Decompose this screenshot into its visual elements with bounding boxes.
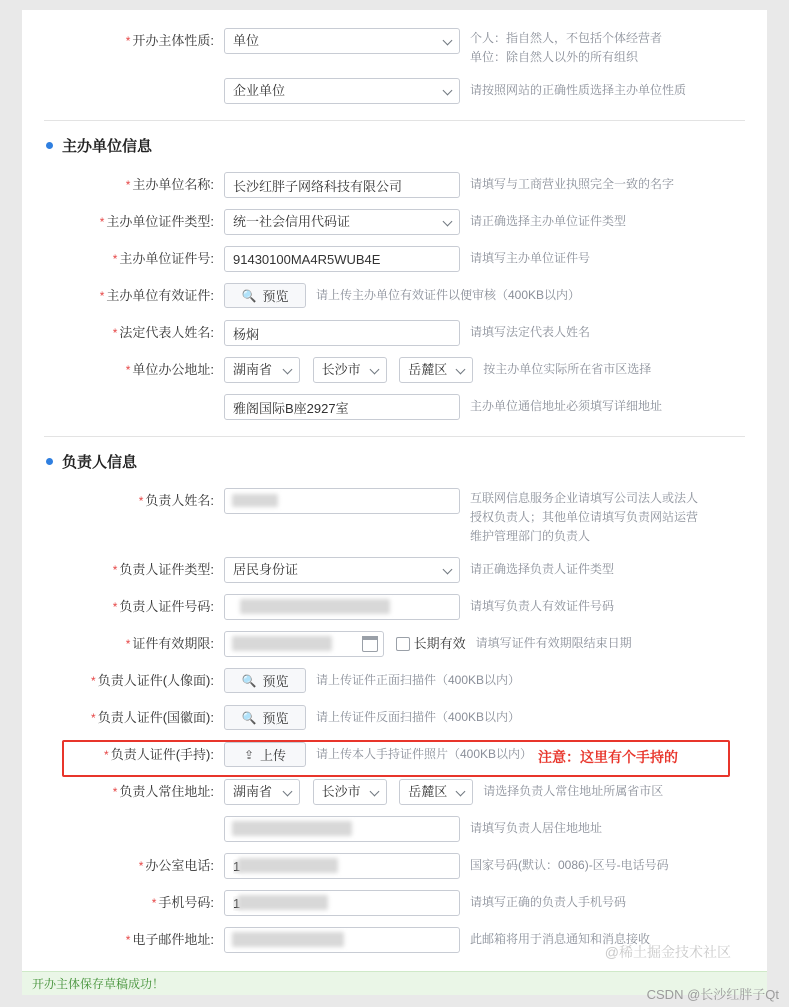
section-title-sponsor: [46, 135, 745, 156]
hint-sponsor-id-type: 请正确选择主办单位证件类型: [470, 214, 627, 228]
select-owner-province-value: 湖南省: [233, 784, 273, 799]
required-marker: *: [138, 859, 144, 873]
field-unit-type: [224, 78, 460, 104]
redaction-overlay: [232, 494, 278, 507]
required-marker: *: [125, 178, 131, 192]
preview-owner-id-back-button[interactable]: [224, 705, 306, 730]
row-subject-nature: [44, 28, 745, 67]
row-owner-residence-address: [44, 779, 745, 805]
label-text: 负责人证件(人像面):: [97, 673, 214, 688]
field-owner-name: [224, 488, 460, 514]
row-sponsor-id-no: [44, 246, 745, 272]
required-marker: *: [112, 252, 118, 266]
field-unit-address-detail: [224, 394, 460, 420]
label-owner-id-no: [44, 594, 224, 620]
required-marker: *: [125, 933, 131, 947]
label-owner-address-detail: [44, 816, 224, 842]
select-owner-id-type-value: 居民身份证: [233, 562, 299, 577]
label-text: 单位办公地址:: [132, 362, 214, 377]
hint-unit-office-address: 按主办单位实际所在省市区选择: [483, 362, 652, 376]
hint-owner-id-type: 请正确选择负责人证件类型: [470, 562, 615, 576]
field-owner-id-no: [224, 594, 460, 620]
hint-owner-id-validity: 请填写证件有效期限结束日期: [475, 636, 632, 650]
field-owner-id-type: [224, 557, 460, 583]
required-marker: *: [99, 289, 105, 303]
divider-1: [44, 120, 745, 121]
required-marker: *: [125, 363, 131, 377]
field-owner-id-handheld: [224, 742, 306, 767]
select-owner-city-value: 长沙市: [321, 784, 361, 799]
label-text: 电子邮件地址:: [132, 932, 214, 947]
field-email-address: [224, 927, 460, 953]
label-sponsor-name: [44, 172, 224, 198]
form-content: [22, 10, 767, 953]
row-unit-address-detail: [44, 394, 745, 420]
field-owner-id-front: [224, 668, 306, 693]
field-sponsor-cert-file: [224, 283, 306, 308]
required-marker: *: [112, 600, 118, 614]
watermark-csdn: CSDN @长沙红胖子Qt: [646, 987, 779, 1002]
input-sponsor-name[interactable]: [224, 172, 460, 198]
preview-owner-id-back-label: 预览: [262, 711, 289, 726]
select-subject-nature[interactable]: [224, 28, 460, 54]
hint-unit-address-detail: 主办单位通信地址必须填写详细地址: [470, 399, 663, 413]
hint-line-2: 单位：除自然人以外的所有组织: [470, 50, 639, 64]
hint-owner-id-front: 请上传证件正面扫描件（400KB以内）: [316, 673, 521, 687]
select-subject-nature-value: 单位: [233, 33, 260, 48]
field-sponsor-id-no: [224, 246, 460, 272]
select-unit-type[interactable]: [224, 78, 460, 104]
label-email-address: [44, 927, 224, 953]
label-text: 法定代表人姓名:: [119, 325, 214, 340]
select-owner-city[interactable]: [313, 779, 387, 805]
label-text: 主办单位证件号:: [119, 251, 214, 266]
label-office-phone: [44, 853, 224, 879]
label-text: 主办单位名称:: [132, 177, 214, 192]
label-sponsor-cert-file: [44, 283, 224, 309]
field-owner-id-validity: [224, 631, 466, 657]
hint-owner-address-detail: 请填写负责人居住地地址: [470, 821, 603, 835]
row-mobile-number: [44, 890, 745, 916]
hint-owner-id-back: 请上传证件反面扫描件（400KB以内）: [316, 710, 521, 724]
upload-owner-id-handheld-label: 上传: [260, 748, 287, 763]
select-unit-city[interactable]: [313, 357, 387, 383]
input-unit-address-detail[interactable]: [224, 394, 460, 420]
redaction-overlay: [238, 858, 338, 873]
preview-owner-id-front-label: 预览: [262, 674, 289, 689]
row-office-phone: [44, 853, 745, 879]
annotation-note-text: 注意：这里有个手持的: [538, 749, 678, 765]
preview-sponsor-cert-button[interactable]: [224, 283, 306, 308]
hint-subject-nature: [460, 28, 745, 67]
section-title-owner: [46, 451, 745, 472]
row-owner-id-no: [44, 594, 745, 620]
select-owner-id-type[interactable]: [224, 557, 460, 583]
preview-owner-id-front-button[interactable]: [224, 668, 306, 693]
section-title-owner-text: 负责人信息: [62, 454, 138, 471]
label-subject-nature: [44, 28, 224, 54]
row-owner-id-type: [44, 557, 745, 583]
row-owner-name: [44, 488, 745, 546]
field-legal-person-name: [224, 320, 460, 346]
magnifier-icon: 🔍: [241, 288, 257, 303]
redaction-overlay: [238, 895, 328, 910]
label-owner-name: [44, 488, 224, 514]
hint-line-1: 互联网信息服务企业请填写公司法人或法人: [470, 491, 699, 505]
upload-icon: ⇪: [243, 747, 255, 762]
hint-office-phone: 国家号码(默认：0086)-区号-电话号码: [470, 858, 669, 872]
required-marker: *: [91, 674, 96, 688]
hint-sponsor-name: 请填写与工商营业执照完全一致的名字: [470, 177, 675, 191]
required-marker: *: [125, 34, 131, 48]
field-unit-office-address: [224, 357, 473, 383]
row-unit-type: [44, 78, 745, 104]
hint-owner-residence-address: 请选择负责人常住地址所属省市区: [483, 784, 664, 798]
hint-legal-person-name: 请填写法定代表人姓名: [470, 325, 591, 339]
date-field-wrapper: [224, 631, 384, 657]
label-text: 负责人证件(国徽面):: [97, 710, 214, 725]
row-sponsor-cert-file: [44, 283, 745, 309]
field-office-phone: [224, 853, 460, 879]
redaction-overlay: [232, 821, 352, 836]
divider-2: [44, 436, 745, 437]
hint-sponsor-id-no: 请填写主办单位证件号: [470, 251, 591, 265]
row-sponsor-name: [44, 172, 745, 198]
label-owner-id-handheld: [44, 742, 224, 768]
label-owner-residence-address: [44, 779, 224, 805]
field-sponsor-name: [224, 172, 460, 198]
field-owner-residence-address: [224, 779, 473, 805]
redaction-overlay: [232, 636, 332, 651]
label-owner-id-validity: [44, 631, 224, 657]
label-text: 负责人常住地址:: [119, 784, 214, 799]
label-owner-id-back: [44, 705, 224, 731]
select-owner-province[interactable]: [224, 779, 300, 805]
checkbox-box: [396, 637, 410, 651]
section-title-sponsor-text: 主办单位信息: [62, 138, 153, 155]
select-unit-district[interactable]: [399, 357, 473, 383]
select-unit-province[interactable]: [224, 357, 300, 383]
magnifier-icon: 🔍: [241, 673, 257, 688]
input-legal-person-name[interactable]: [224, 320, 460, 346]
bullet-icon: [46, 458, 53, 465]
hint-unit-type: 请按照网站的正确性质选择主办单位性质: [470, 83, 687, 97]
field-subject-nature: [224, 28, 460, 54]
row-owner-id-front: [44, 668, 745, 694]
bullet-icon: [46, 142, 53, 149]
label-sponsor-id-type: [44, 209, 224, 235]
required-marker: *: [112, 785, 118, 799]
select-sponsor-id-type-value: 统一社会信用代码证: [233, 214, 351, 229]
status-bar-success: 开办主体保存草稿成功！: [22, 971, 767, 995]
select-sponsor-id-type[interactable]: [224, 209, 460, 235]
upload-owner-id-handheld-button[interactable]: [224, 742, 306, 767]
label-owner-id-front: [44, 668, 224, 694]
label-text: 手机号码:: [158, 895, 214, 910]
checkbox-long-term-valid[interactable]: [396, 631, 466, 657]
hint-line-1: 个人：指自然人，不包括个体经营者: [470, 31, 663, 45]
select-unit-district-value: 岳麓区: [408, 362, 448, 377]
label-unit-type: [44, 78, 224, 104]
label-text: 证件有效期限:: [132, 636, 214, 651]
label-text: 负责人证件号码:: [119, 599, 214, 614]
preview-sponsor-cert-label: 预览: [262, 289, 289, 304]
required-marker: *: [104, 748, 109, 762]
hint-mobile-number: 请填写正确的负责人手机号码: [470, 895, 627, 909]
magnifier-icon: 🔍: [241, 710, 257, 725]
label-mobile-number: [44, 890, 224, 916]
field-mobile-number: [224, 890, 460, 916]
row-owner-address-detail: [44, 816, 745, 842]
row-owner-id-validity: [44, 631, 745, 657]
required-marker: *: [125, 637, 131, 651]
label-unit-office-address: [44, 357, 224, 383]
label-legal-person-name: [44, 320, 224, 346]
label-text: 主办单位有效证件:: [106, 288, 214, 303]
row-unit-office-address: [44, 357, 745, 383]
select-unit-type-value: 企业单位: [233, 83, 286, 98]
row-legal-person-name: [44, 320, 745, 346]
select-unit-city-value: 长沙市: [321, 362, 361, 377]
required-marker: *: [112, 326, 118, 340]
form-page: [22, 10, 767, 995]
label-sponsor-id-no: [44, 246, 224, 272]
hint-sponsor-cert-file: 请上传主办单位有效证件以便审核（400KB以内）: [316, 288, 581, 302]
hint-email-address: 此邮箱将用于消息通知和消息接收: [470, 932, 651, 946]
hint-line-3: 维护管理部门的负责人: [470, 529, 591, 543]
label-unit-address-detail: [44, 394, 224, 420]
label-text: 负责人姓名:: [145, 493, 214, 508]
hint-owner-name: [460, 488, 745, 546]
calendar-icon[interactable]: [362, 636, 378, 652]
field-owner-id-back: [224, 705, 306, 730]
required-marker: *: [91, 711, 96, 725]
field-sponsor-id-type: [224, 209, 460, 235]
hint-line-2: 授权负责人；其他单位请填写负责网站运营: [470, 510, 699, 524]
watermark-juejin: @稀土掘金技术社区: [604, 944, 731, 960]
select-owner-district-value: 岳麓区: [408, 784, 448, 799]
required-marker: *: [151, 896, 157, 910]
required-marker: *: [99, 215, 105, 229]
row-owner-id-back: [44, 705, 745, 731]
checkbox-long-term-valid-label: 长期有效: [413, 636, 466, 651]
row-sponsor-id-type: [44, 209, 745, 235]
redaction-overlay: [232, 932, 344, 947]
required-marker: *: [112, 563, 118, 577]
label-text: 主办单位证件类型:: [106, 214, 214, 229]
hint-owner-id-no: 请填写负责人有效证件号码: [470, 599, 615, 613]
redaction-overlay: [240, 599, 390, 614]
label-text: 负责人证件类型:: [119, 562, 214, 577]
field-owner-address-detail: [224, 816, 460, 842]
label-owner-id-type: [44, 557, 224, 583]
hint-owner-id-handheld: 请上传本人手持证件照片（400KB以内）: [316, 747, 533, 761]
input-sponsor-id-no[interactable]: [224, 246, 460, 272]
label-text: 办公室电话:: [145, 858, 214, 873]
select-owner-district[interactable]: [399, 779, 473, 805]
label-text: 开办主体性质:: [132, 33, 214, 48]
select-unit-province-value: 湖南省: [233, 362, 273, 377]
required-marker: *: [138, 494, 144, 508]
label-text: 负责人证件(手持):: [110, 747, 214, 762]
